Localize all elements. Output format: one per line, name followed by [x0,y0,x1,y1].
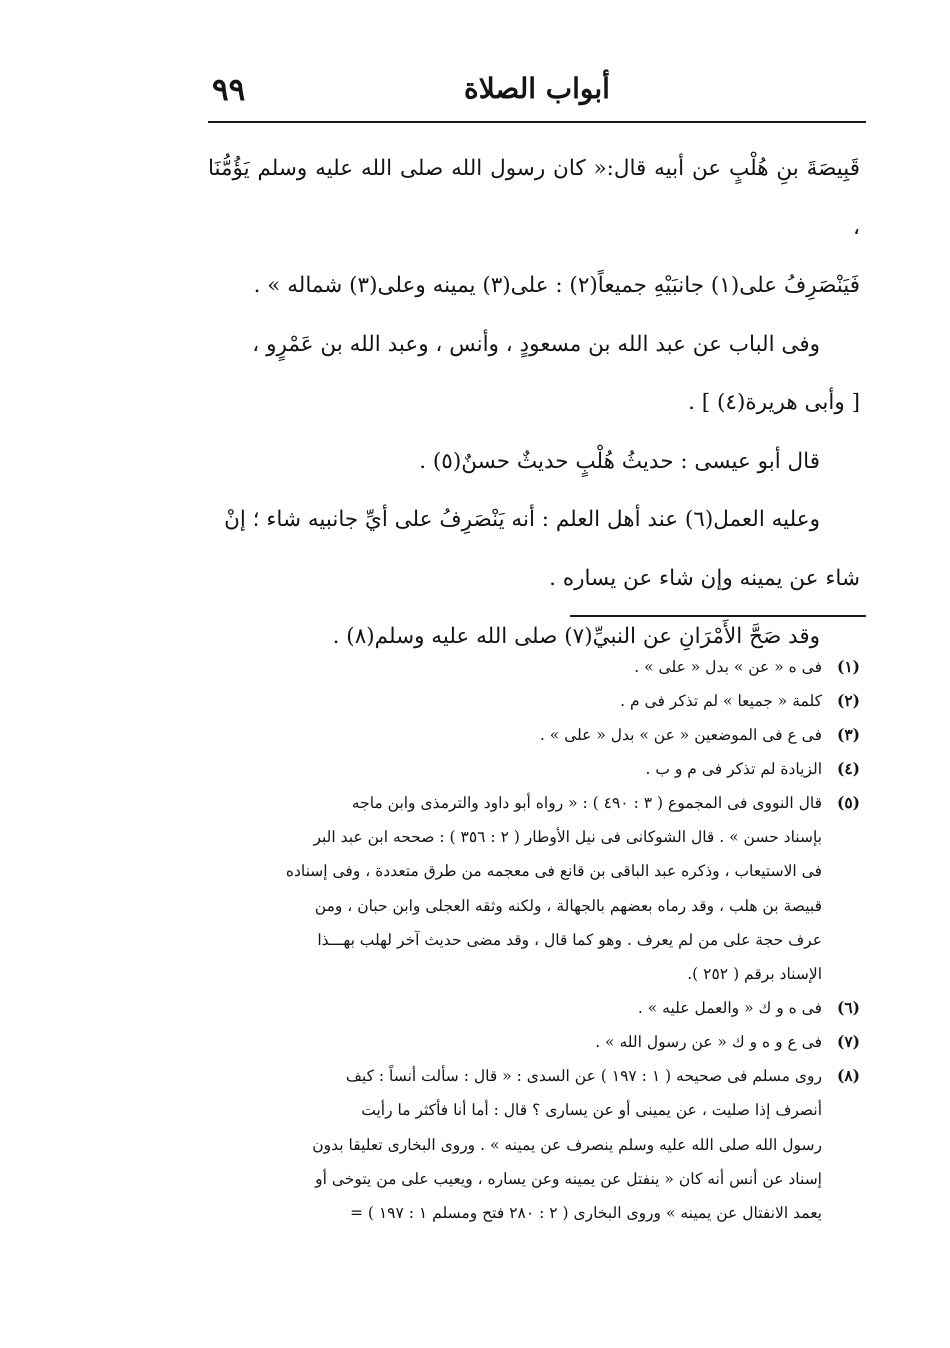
main-text [208,140,860,667]
page-number: ٩٩ [212,72,246,108]
footnote [204,786,866,991]
footnote [204,718,866,752]
footnote-text: فى ه « عن » بدل « على » . [634,658,822,676]
header-divider [208,121,866,123]
footnote-text: فى ع و ه و ك « عن رسول الله » . [595,1033,822,1052]
footnote [204,684,866,718]
footnotes [204,650,866,1230]
paragraph: قَبِيصَةَ بنِ هُلْبٍ عن أبيه قال:« كان رسول الله صلى الله عليه وسلم يَؤُمُّنَا ، فَيَنْصَرِفُ على(١) جانبَيْهِ جميعاً(٢) : على(٣) يمينه وعلى(٣) شماله » . [208,156,860,298]
paragraph: وقد صَحَّ الأَمْرَانِ عن النبيِّ(٧) صلى الله عليه وسلم(٨) . [332,624,820,649]
footnote-number: (٣) [836,725,860,744]
footnote-text: قال النووى فى المجموع ( ٣ : ٤٩٠ ) : « رواه أبو داود والترمذى وابن ماجه بإسناد حسن » . قال الشوكانى فى نيل الأوطار ( ٢ : ٣٥٦ ) : صححه ابن عبد البر فى الاستيعاب ، وذكره عبد الباقى بن قانع فى معجمه من طرق متعددة ، وفى إسناده قبيصة بن هلب ، وقد رماه بعضهم بالجهالة ، ولكنه وثقه العجلى وابن حبان ، ومن عرف حجة على من لم يعرف . وهو كما قال ، وقد مضى حديث آخر لهلب بهـــذا الإسناد برقم ( ٢٥٢ ). [285,794,822,984]
footnote-text: فى ع فى الموضعين « عن » بدل « على » . [539,726,822,744]
footnote-number: (٦) [836,998,860,1018]
paragraph: قال أبو عيسى : حديثُ هُلْبٍ حديثٌ حسنٌ(٥) . [419,448,820,474]
footnote-number: (٧) [836,1032,860,1052]
footnote [204,1059,866,1230]
footnote-text: كلمة « جميعا » لم تذكر فى م . [620,692,822,710]
footnote-number: (٥) [836,793,860,812]
footnote-number: (١) [836,657,860,676]
paragraph: وفى الباب عن عبد الله بن مسعودٍ ، وأنس ، وعبد الله بن عَمْرٍو ، [ وأبى هريرة(٤) ] . [252,331,860,415]
footnote-divider [570,615,866,617]
page-header [208,64,866,120]
footnote-number: (٨) [836,1066,860,1086]
footnote-text: روى مسلم فى صحيحه ( ١ : ١٩٧ ) عن السدى : « قال : سألت أنساً : كيف أنصرف إذا صليت ، عن يمينى أو عن يسارى ؟ قال : أما أنا فأكثر ما رأيت رسول الله صلى الله عليه وسلم ينصرف عن يمينه » . وروى البخارى تعليقا بدون إسناد عن أنس أنه كان « ينفتل عن يمينه وعن يساره ، ويعيب على من يتوخى أو يعمد الانفتال عن يمينه » وروى البخارى ( ٢ : ٢٨٠ فتح ومسلم ١ : ١٩٧ ) = [312,1067,822,1223]
footnote [204,650,866,684]
footnote-number: (٤) [836,759,860,778]
paragraph: وعليه العمل(٦) عند أهل العلم : أنه يَنْصَرِفُ على أيِّ جانبيه شاء ؛ إنْ شاء عن يمينه وإن شاء عن يساره . [224,507,860,591]
footnote [204,1025,866,1059]
footnote [204,991,866,1025]
footnote-number: (٢) [836,691,860,710]
footnote-text: فى ه و ك « والعمل عليه » . [637,999,822,1018]
running-title: أبواب الصلاة [464,72,610,105]
footnote-text: الزيادة لم تذكر فى م و ب . [645,760,822,778]
footnote [204,752,866,786]
